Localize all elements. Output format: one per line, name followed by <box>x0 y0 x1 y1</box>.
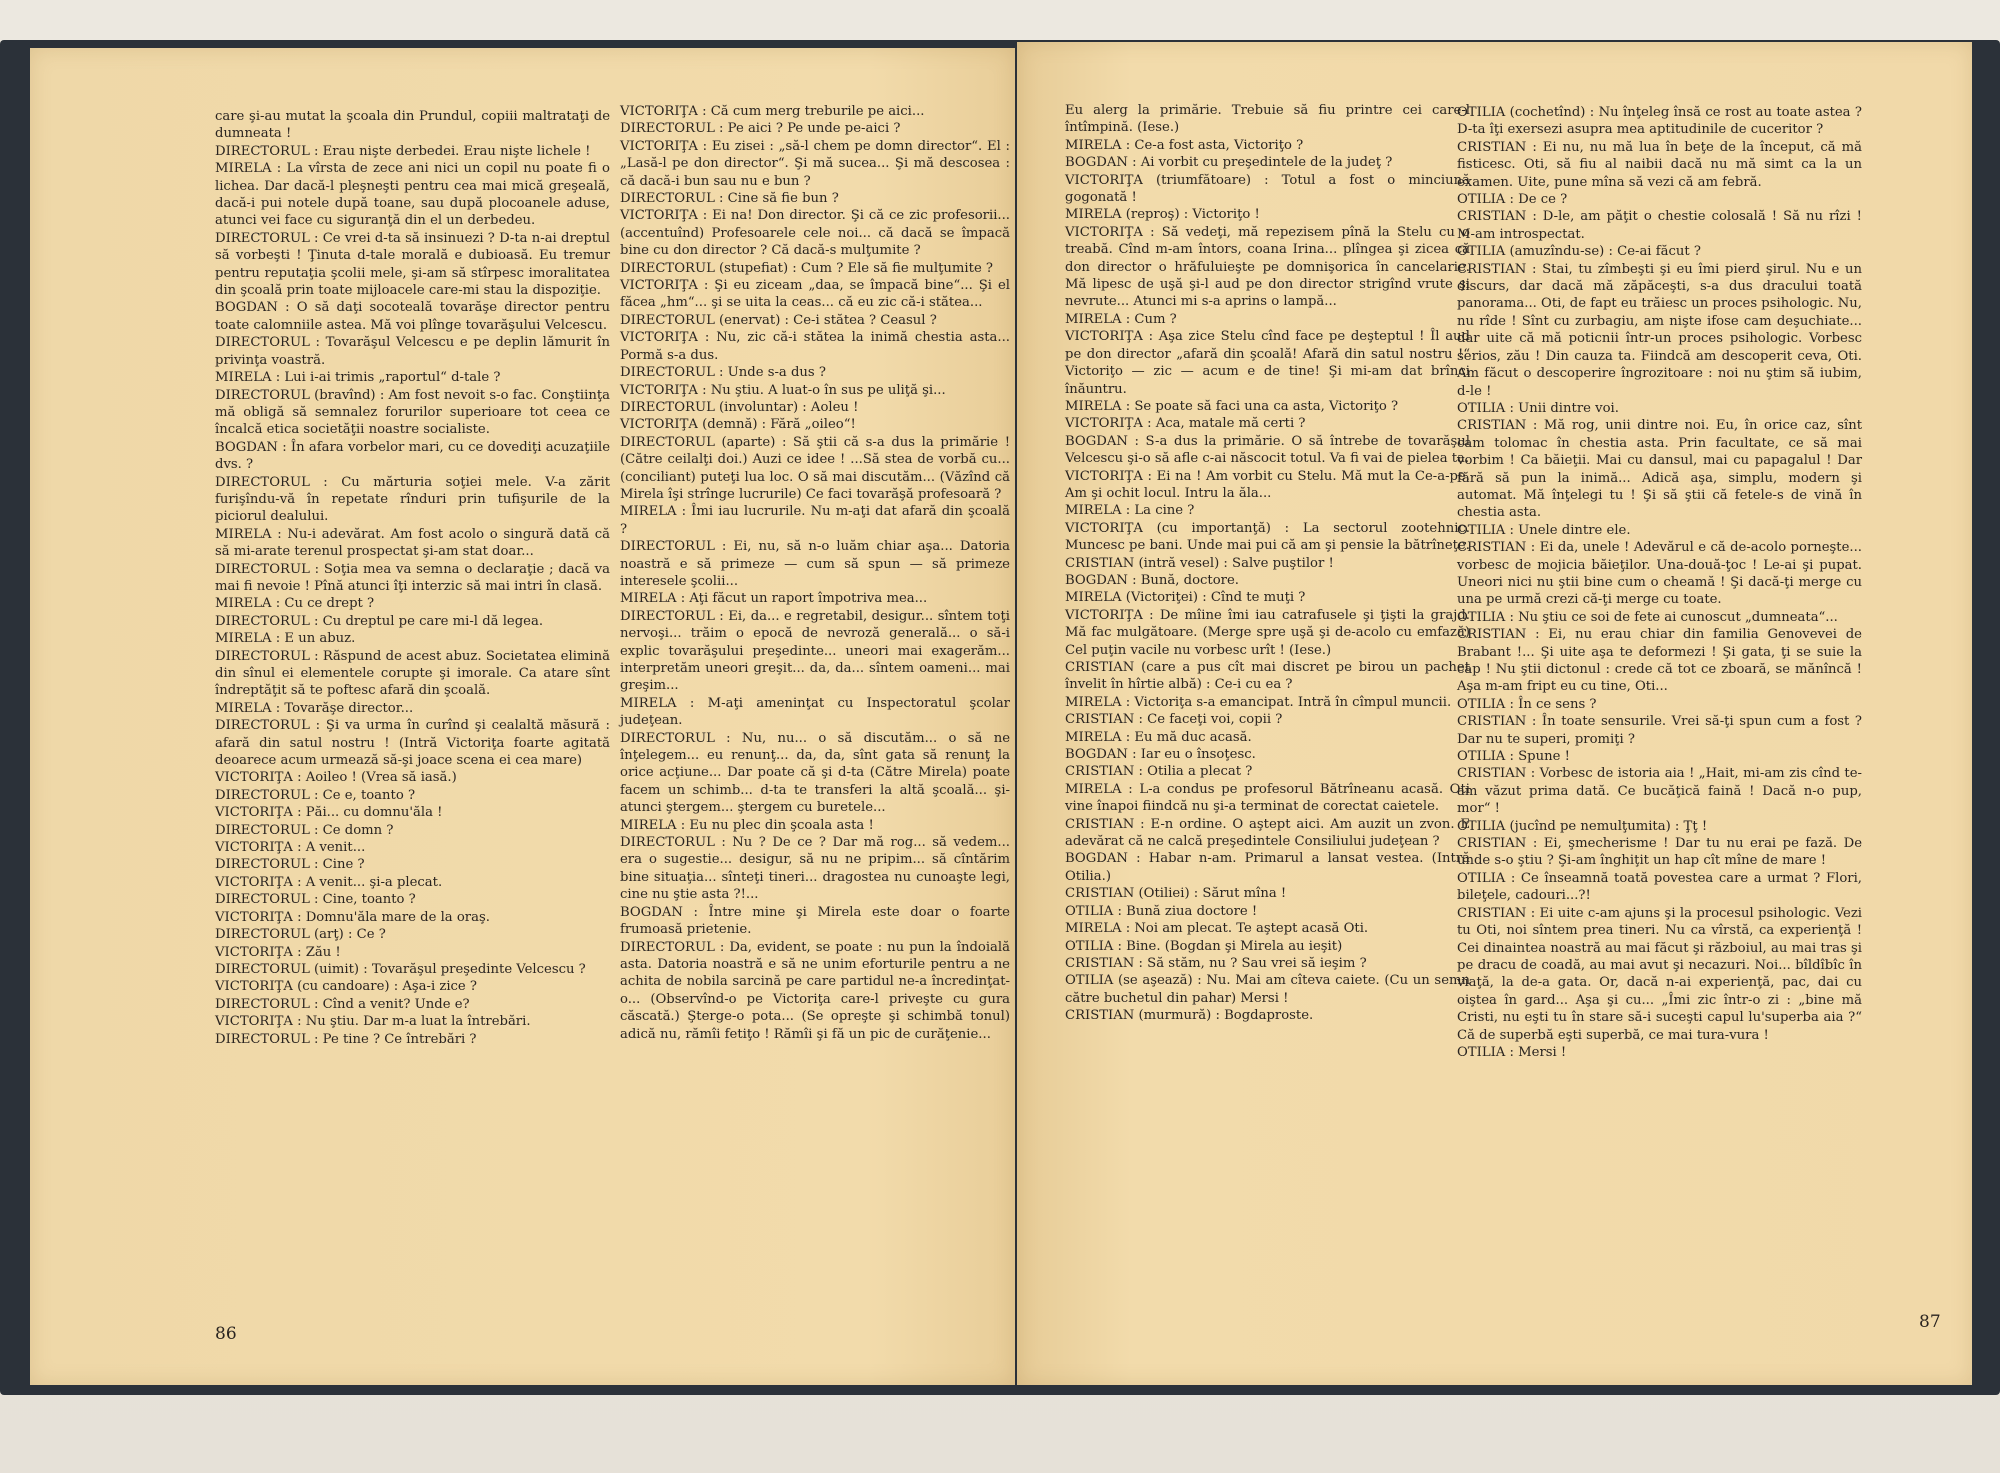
dialogue-line: Eu alerg la primărie. Trebuie să fiu printre cei care-l întîmpină. (Iese.) <box>1065 103 1470 136</box>
dialogue-line: OTILIA (se aşează) : Nu. Mai am cîteva caiete. (Cu un semn către buchetul din pahar) Mersi ! <box>1065 973 1470 1006</box>
dialogue-line: BOGDAN : S-a dus la primărie. O să întrebe de tovarăşul Velcescu şi-o să afle c-ai născocit totul. Va fi vai de pielea ta. <box>1065 433 1470 467</box>
dialogue-line: MIRELA : Nu-i adevărat. Am fost acolo o singură dată că să mi-arate terenul prospectat şi-am stat doar... <box>215 526 610 560</box>
dialogue-line: MIRELA : E un abuz. <box>215 631 356 647</box>
dialogue-line: DIRECTORUL : Ce vrei d-ta să insinuezi ? D-ta n-ai dreptul să vorbeşti ! Ţinuta d-tale morală e dubioasă. Eu tremur pentru reputaţia şcolii mele, şi-am să stîrpesc imoralitatea din şcoală prin toate mijloacele care-mi stau la dispoziţie. <box>215 230 610 299</box>
dialogue-line: MIRELA : Cum ? <box>1065 311 1177 327</box>
dialogue-line: CRISTIAN : Ce faceţi voi, copii ? <box>1065 712 1283 728</box>
dialogue-line: VICTORIŢA (demnă) : Fără „oileo“! <box>620 417 856 433</box>
dialogue-line: DIRECTORUL : Pe tine ? Ce întrebări ? <box>215 1031 477 1047</box>
dialogue-line: MIRELA (reproş) : Victoriţo ! <box>1065 207 1260 223</box>
right-page-column-2 <box>1457 104 1862 1061</box>
dialogue-line: DIRECTORUL (enervat) : Ce-i stătea ? Ceasul ? <box>620 312 937 328</box>
dialogue-line: OTILIA (cochetînd) : Nu înţeleg însă ce rost au toate astea ? D-ta îţi exersezi asupra mea aptitudinile de cuceritor ? <box>1457 105 1862 138</box>
dialogue-line: BOGDAN : Ai vorbit cu preşedintele de la judeţ ? <box>1065 155 1393 171</box>
dialogue-line: DIRECTORUL : Cine ? <box>215 857 365 873</box>
dialogue-line: MIRELA : Eu nu plec din şcoala asta ! <box>620 817 874 833</box>
dialogue-line: VICTORIŢA : Aca, matale mă certi ? <box>1065 416 1306 432</box>
dialogue-line: CRISTIAN (Otiliei) : Sărut mîna ! <box>1065 886 1287 902</box>
dialogue-line: CRISTIAN : D-le, am păţit o chestie colosală ! Să nu rîzi ! M-am introspectat. <box>1457 209 1862 242</box>
left-page-column-1 <box>215 108 610 1048</box>
dialogue-line: VICTORIŢA (cu importanţă) : La sectorul zootehnic. Muncesc pe bani. Unde mai pui că am şi pensie la bătrîneţe. <box>1065 520 1470 554</box>
dialogue-line: DIRECTORUL : Ce domn ? <box>215 822 394 838</box>
dialogue-line: DIRECTORUL : Soţia mea va semna o declaraţie ; dacă va mai fi nevoie ! Pînă atunci îţi interzic să mai intri în clasă. <box>215 561 610 594</box>
dialogue-line: DIRECTORUL (involuntar) : Aoleu ! <box>620 399 859 415</box>
dialogue-line: MIRELA : Victoriţa s-a emancipat. Intră în cîmpul muncii. <box>1065 694 1452 710</box>
dialogue-line: MIRELA : La cine ? <box>1065 503 1195 519</box>
dialogue-line: OTILIA (jucînd pe nemulţumita) : Ţţ ! <box>1457 818 1708 834</box>
dialogue-line: BOGDAN : Iar eu o însoţesc. <box>1065 747 1256 763</box>
dialogue-line: DIRECTORUL : Nu, nu... o să discutăm... o să ne înţelegem... eu renunţ... da, da, sînt gata să renunţ la orice acţiune... Dar poate că şi d-ta (Către Mirela) poate facem un schimb... d-ta te transferi la altă şcoală... şi-atunci ştergem... ştergem cu buretele... <box>620 730 1010 816</box>
dialogue-line: DIRECTORUL : Şi va urma în curînd şi cealaltă măsură : afară din satul nostru ! (Intră Victoriţa foarte agitată deoarece acum urmează să-şi joace scena ei cea mare) <box>215 718 610 769</box>
dialogue-line: DIRECTORUL : Erau nişte derbedei. Erau nişte lichele ! <box>215 143 591 159</box>
dialogue-line: DIRECTORUL : Da, evident, se poate : nu pun la îndoială asta. Datoria noastră e să ne unim eforturile pentru a ne achita de nobila sarcină pe care partidul ne-a încredinţat-o... (Observînd-o pe Victoriţa care-l priveşte cu gura căscată.) Şterge-o pota... (Se opreşte şi schimbă tonul) adică nu, rămîi fetiţo ! Rămîi şi fă un pic de curăţenie... <box>620 939 1010 1042</box>
left-page <box>30 48 1015 1385</box>
dialogue-line: VICTORIŢA (cu candoare) : Aşa-i zice ? <box>215 979 477 995</box>
dialogue-line: VICTORIŢA : Aşa zice Stelu cînd face pe deşteptul ! Îl aud pe don director „afară din şcoală! Afară din satul nostru !“ Victoriţo — zic — acum e de tine! Şi mi-am dat brînci înăuntru. <box>1065 329 1470 397</box>
page-number-right: 87 <box>1919 1312 1941 1332</box>
dialogue-line: CRISTIAN : În toate sensurile. Vrei să-ţi spun cum a fost ? Dar nu te superi, promiţi ? <box>1457 714 1862 747</box>
dialogue-line: VICTORIŢA : Domnu'ăla mare de la oraş. <box>215 909 490 925</box>
dialogue-line: MIRELA (Victoriţei) : Cînd te muţi ? <box>1065 590 1306 606</box>
dialogue-line: VICTORIŢA (triumfătoare) : Totul a fost o minciună gogonată ! <box>1065 172 1470 206</box>
dialogue-line: DIRECTORUL (uimit) : Tovarăşul preşedinte Velcescu ? <box>215 961 586 977</box>
dialogue-line: MIRELA : Aţi făcut un raport împotriva mea... <box>620 591 928 607</box>
right-page-column-1 <box>1065 102 1470 1025</box>
dialogue-line: CRISTIAN : Ei, şmecherisme ! Dar tu nu erai pe fază. De unde s-o ştiu ? Şi-am înghiţit un hap cît mîne de mare ! <box>1457 836 1862 869</box>
dialogue-line: DIRECTORUL : Ei, da... e regretabil, desigur... sîntem toţi nervoşi... trăim o epocă de nevroză generală... o să-i explic tovarăşului preşedinte... uneori mai exagerăm... interpretăm uneori greşit... da, da... sîntem oameni... mai greşim... <box>620 608 1010 694</box>
dialogue-line: MIRELA : L-a condus pe profesorul Bătrîneanu acasă. Oti vine înapoi fiindcă nu şi-a terminat de corectat caietele. <box>1065 781 1470 815</box>
dialogue-line: DIRECTORUL : Pe aici ? Pe unde pe-aici ? <box>620 121 901 137</box>
dialogue-line: OTILIA : Mersi ! <box>1457 1044 1567 1060</box>
dialogue-line: CRISTIAN : Stai, tu zîmbeşti şi eu îmi pierd şirul. Nu e un discurs, dar dacă mă zăpăceşti, s-a dus dracului toată panorama... Oti, de fapt eu trăiesc un proces psihologic. Nu, nu rîde ! Sînt cu zurbagiu, am nişte ifose cam deşuchiate... dar uite că mă poticnii într-un proces psihologic. Vorbesc serios, zău ! Din cauza ta. Fiindcă am descoperit ceva, Oti. Am făcut o descoperire îngrozitoare : noi nu ştim să iubim, d-le ! <box>1457 261 1862 399</box>
dialogue-line: CRISTIAN : Mă rog, unii dintre noi. Eu, în orice caz, sînt cam tolomac în chestia asta. Prin facultate, ce să mai vorbim ! Ca băieţii. Mai cu dansul, mai cu papagalul ! Dar fără să pun la inimă... Adică aşa, simplu, modern şi automat. Mă înţelegi tu ! Şi să ştii că fetele-s de vină în chestia asta. <box>1457 418 1862 521</box>
dialogue-line: OTILIA : De ce ? <box>1457 192 1568 208</box>
dialogue-line: DIRECTORUL : Nu ? De ce ? Dar mă rog... să vedem... era o sugestie... desigur, să nu ne pripim... să cîntărim bine situaţia... sînteţi tineri... dragostea nu cunoaşte legi, cine nu ştie asta ?!... <box>620 835 1010 903</box>
dialogue-line: MIRELA : La vîrsta de zece ani nici un copil nu poate fi o lichea. Dar dacă-l pleşneşti pentru cea mai mică greşeală, dacă-i pui notele după toane, sau după plocoanele aduse, atunci vei face cu siguranţă din el un derbedeu. <box>215 161 610 229</box>
dialogue-line: MIRELA : Eu mă duc acasă. <box>1065 729 1252 745</box>
dialogue-line: VICTORIŢA : Că cum merg treburile pe aici... <box>620 104 925 119</box>
dialogue-line: BOGDAN : Între mine şi Mirela este doar o foarte frumoasă prietenie. <box>620 904 1010 938</box>
dialogue-line: DIRECTORUL : Cînd a venit? Unde e? <box>215 996 470 1012</box>
dialogue-line: CRISTIAN : Ei nu, nu mă lua în beţe de la început, că mă fisticesc. Oti, să fiu al naibii dacă nu mă simt ca la un examen. Uite, pune mîna să vezi că am febră. <box>1457 139 1862 190</box>
dialogue-line: VICTORIŢA : Nu, zic că-i stătea la inimă chestia asta... Pormă s-a dus. <box>620 330 1010 363</box>
dialogue-line: DIRECTORUL (arţ) : Ce ? <box>215 927 386 943</box>
dialogue-line: MIRELA : M-aţi ameninţat cu Inspectoratul şcolar judeţean. <box>620 695 1010 729</box>
dialogue-line: CRISTIAN (murmură) : Bogdaproste. <box>1065 1008 1314 1024</box>
dialogue-line: BOGDAN : O să daţi socoteală tovarăşe director pentru toate calomniile astea. Mă voi plînge tovarăşului Velcescu. <box>215 300 610 333</box>
dialogue-line: VICTORIŢA : Ei na! Don director. Şi că ce zic profesorii... (accentuînd) Profesoarele cele noi... că dacă se împacă bine cu don director ? Că dacă-s mulţumite ? <box>620 208 1010 259</box>
dialogue-line: OTILIA : Unii dintre voi. <box>1457 400 1619 416</box>
dialogue-line: VICTORIŢA : De mîine îmi iau catrafusele şi ţişti la grajd. Mă fac mulgătoare. (Merge spre uşă şi de-acolo cu emfază) Cel puţin vacile nu vorbesc urît ! (Iese.) <box>1065 607 1470 658</box>
dialogue-line: BOGDAN : Habar n-am. Primarul a lansat vestea. (Intră Otilia.) <box>1065 851 1470 884</box>
dialogue-line: VICTORIŢA : Aoileo ! (Vrea să iasă.) <box>215 770 457 786</box>
dialogue-line: OTILIA : Spune ! <box>1457 749 1570 765</box>
dialogue-line: CRISTIAN : Otilia a plecat ? <box>1065 764 1253 780</box>
dialogue-line: CRISTIAN : Ei da, unele ! Adevărul e că de-acolo porneşte... vorbesc de mojicia băieţilor. Una-două-ţoc ! Le-ai şi pupat. Uneori nici nu ştii bine cum o cheamă ! Şi dacă-ţi merge cu una pe urmă crezi că-ţi merge cu toate. <box>1457 540 1862 608</box>
dialogue-line: BOGDAN : În afara vorbelor mari, cu ce dovediţi acuzaţiile dvs. ? <box>215 439 610 473</box>
dialogue-line: CRISTIAN : Să stăm, nu ? Sau vrei să ieşim ? <box>1065 955 1367 971</box>
dialogue-line: OTILIA (amuzîndu-se) : Ce-ai făcut ? <box>1457 244 1701 260</box>
dialogue-line: DIRECTORUL (aparte) : Să ştii că s-a dus la primărie ! (Către ceilalţi doi.) Auzi ce idee ! ...Să stea de vorbă cu... (conciliant) puteţi lua loc. O să mai discutăm... (Văzînd că Mirela îşi strînge lucrurile) Ce faci tovarăşă profesoară ? <box>620 434 1010 502</box>
dialogue-line: VICTORIŢA : Nu ştiu. Dar m-a luat la întrebări. <box>215 1014 531 1030</box>
dialogue-line: DIRECTORUL : Răspund de acest abuz. Societatea elimină din sînul ei elementele corupte şi imorale. Ca atare sînt îndreptăţit să te poftesc afară din şcoală. <box>215 648 610 699</box>
dialogue-line: MIRELA : Se poate să faci una ca asta, Victoriţo ? <box>1065 398 1399 414</box>
dialogue-line: CRISTIAN : Vorbesc de istoria aia ! „Hait, mi-am zis cînd te-am văzut prima dată. Ce bucăţică faină ! Dacă n-o pup, mor“ ! <box>1457 766 1862 817</box>
dialogue-line: VICTORIŢA : Şi eu ziceam „daa, se împacă bine“... Şi el făcea „hm“... şi se uita la ceas... că eu zic că-i stătea... <box>620 278 1010 311</box>
dialogue-line: OTILIA : Bine. (Bogdan şi Mirela au ieşit) <box>1065 938 1343 954</box>
dialogue-line: DIRECTORUL : Cu dreptul pe care mi-l dă legea. <box>215 613 544 629</box>
dialogue-line: DIRECTORUL : Unde s-a dus ? <box>620 365 826 381</box>
dialogue-line: CRISTIAN : Ei, nu erau chiar din familia Genovevei de Brabant !... Şi uite aşa te deformezi ! Şi gata, ţi se suie la cap ! Nu ştii dictonul : crede că tot ce zboară, se mănîncă ! Aşa m-am fript eu cu tine, Oti... <box>1457 627 1862 695</box>
dialogue-line: DIRECTORUL (stupefiat) : Cum ? Ele să fie mulţumite ? <box>620 260 994 276</box>
dialogue-line: MIRELA : Tovarăşe director... <box>215 700 414 716</box>
right-page <box>1017 42 1972 1385</box>
dialogue-line: BOGDAN : Bună, doctore. <box>1065 572 1239 588</box>
page-number-left: 86 <box>215 1324 237 1344</box>
dialogue-line: VICTORIŢA : Să vedeţi, mă repezisem pînă la Stelu cu o treabă. Cînd m-am întors, coana Irina... plîngea şi zicea că don director o hrăfuluieşte pe domnişorica în cancelarie. Mă lipesc de uşă şi-l aud pe don director strigînd vrute şi nevrute... Atunci mi s-a aprins o lampă... <box>1065 224 1470 310</box>
dialogue-line: MIRELA : Ce-a fost asta, Victoriţo ? <box>1065 137 1304 153</box>
dialogue-line: OTILIA : Bună ziua doctore ! <box>1065 903 1258 919</box>
dialogue-line: VICTORIŢA : A venit... <box>215 840 366 856</box>
dialogue-line: MIRELA : Noi am plecat. Te aştept acasă Oti. <box>1065 921 1369 937</box>
dialogue-line: DIRECTORUL : Cine, toanto ? <box>215 892 416 908</box>
dialogue-line: VICTORIŢA : Nu ştiu. A luat-o în sus pe uliţă şi... <box>620 382 946 398</box>
dialogue-line: VICTORIŢA : Păi... cu domnu'ăla ! <box>215 805 443 821</box>
dialogue-line: OTILIA : În ce sens ? <box>1457 696 1597 712</box>
dialogue-line: DIRECTORUL : Cu mărturia soţiei mele. V-a zărit furişîndu-vă în repetate rînduri prin tufişurile de la piciorul dealului. <box>215 474 610 525</box>
dialogue-line: OTILIA : Unele dintre ele. <box>1457 522 1631 538</box>
dialogue-line: DIRECTORUL : Ei, nu, să n-o luăm chiar aşa... Datoria noastră e să primeze — cum să spun — să primeze interesele şcolii... <box>620 539 1010 589</box>
dialogue-line: VICTORIŢA : Zău ! <box>215 944 341 960</box>
dialogue-line: DIRECTORUL : Ce e, toanto ? <box>215 787 416 803</box>
dialogue-line: MIRELA : Cu ce drept ? <box>215 596 375 612</box>
dialogue-line: VICTORIŢA : A venit... şi-a plecat. <box>215 874 443 890</box>
dialogue-line: CRISTIAN (care a pus cît mai discret pe birou un pachet învelit în hîrtie albă) : Ce-i cu ea ? <box>1065 660 1470 693</box>
dialogue-line: VICTORIŢA : Ei na ! Am vorbit cu Stelu. Mă mut la Ce-a-pe. Am şi ochit locul. Intru la ăla... <box>1065 468 1470 501</box>
left-page-column-2 <box>620 103 1010 1043</box>
dialogue-line: care şi-au mutat la şcoala din Prundul, copiii maltrataţi de dumneata ! <box>215 109 610 142</box>
dialogue-line: CRISTIAN : E-n ordine. O aştept aici. Am auzit un zvon. E adevărat că ne calcă preşedintele Consiliului judeţean ? <box>1065 816 1470 850</box>
dialogue-line: OTILIA : Nu ştiu ce soi de fete ai cunoscut „dumneata“... <box>1457 609 1838 625</box>
dialogue-line: CRISTIAN : Ei uite c-am ajuns şi la procesul psihologic. Vezi tu Oti, noi sîntem prea tineri. Nu ca vîrstă, ca experienţă ! Cei dinaintea noastră au mai făcut şi războiul, au mai tras şi pe dracu de coadă, au mai avut şi necazuri. Noi... bîldîbîc în viaţă, la de-a gata. Or, dacă n-ai experienţă, pac, dai cu oiştea în gard... Aşa şi cu... „Îmi zic într-o zi : „bine mă Cristi, nu eşti tu în stare să-i suceşti capul lu'superba aia ?“ Că de superbă eşti superbă, ce mai tura-vura ! <box>1457 905 1862 1043</box>
dialogue-line: DIRECTORUL : Tovarăşul Velcescu e pe deplin lămurit în privinţa voastră. <box>215 335 610 368</box>
dialogue-line: DIRECTORUL (bravînd) : Am fost nevoit s-o fac. Conştiinţa mă obligă să semnalez forurilor superioare tot ceea ce încalcă etica societăţii noastre socialiste. <box>215 387 610 438</box>
dialogue-line: MIRELA : Lui i-ai trimis „raportul“ d-tale ? <box>215 370 501 386</box>
dialogue-line: MIRELA : Îmi iau lucrurile. Nu m-aţi dat afară din şcoală ? <box>620 504 1010 537</box>
dialogue-line: OTILIA : Ce înseamnă toată povestea care a urmat ? Flori, bileţele, cadouri...?! <box>1457 870 1862 904</box>
dialogue-line: VICTORIŢA : Eu zisei : „să-l chem pe domn director“. El : „Lasă-l pe don director“. Şi mă sucea... Şi mă descosea : că dacă-i bun sau nu e bun ? <box>620 138 1010 189</box>
dialogue-line: DIRECTORUL : Cine să fie bun ? <box>620 191 839 207</box>
dialogue-line: CRISTIAN (intră vesel) : Salve puştilor ! <box>1065 555 1334 571</box>
